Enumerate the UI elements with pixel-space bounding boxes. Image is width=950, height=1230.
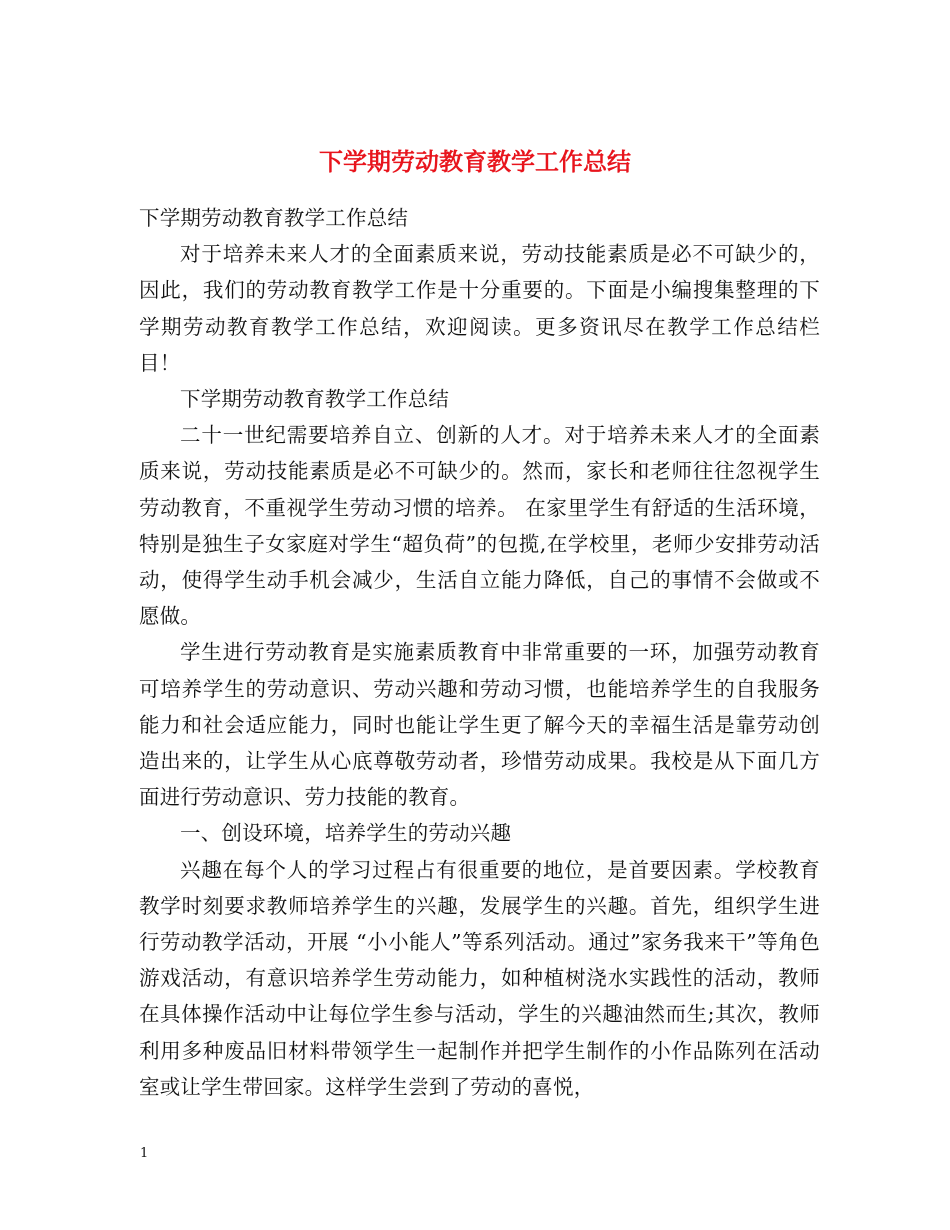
paragraph-importance: 学生进行劳动教育是实施素质教育中非常重要的一环，加强劳动教育可培养学生的劳动意识、劳动兴趣和劳动习惯，也能培养学生的自我服务能力和社会适应能力，同时也能让学生更了解今天的幸福生活是靠劳动创造出来的，让学生从心底尊敬劳动者，珍惜劳动成果。我校是从下面几方面进行劳动意识、劳力技能的教育。 bbox=[139, 640, 820, 810]
paragraph-interest: 兴趣在每个人的学习过程占有很重要的地位，是首要因素。学校教育教学时刻要求教师培养学生的兴趣，发展学生的兴趣。首先，组织学生进行劳动教学活动，开展 “小小能人”等系列活动。通过”家务我来干”等角色游戏活动，有意识培养学生劳动能力，如种植树浇水实践性的活动，教师在具体操作活动中让每位学生参与活动，学生的兴趣油然而生;其次，教师利用多种废品旧材料带领学生一起制作并把学生制作的小作品陈列在活动室或让学生带回家。这样学生尝到了劳动的喜悦， bbox=[139, 857, 820, 1099]
paragraph-heading: 下学期劳动教育教学工作总结 bbox=[139, 206, 409, 230]
document-title: 下学期劳动教育教学工作总结 bbox=[319, 148, 631, 177]
paragraph-background: 二十一世纪需要培养自立、创新的人才。对于培养未来人才的全面素质来说，劳动技能素质是必不可缺少的。然而，家长和老师往往忽视学生劳动教育，不重视学生劳动习惯的培养。 在家里学生有舒适的生活环境，特别是独生子女家庭对学生“超负荷”的包揽,在学校里，老师少安排劳动活动，使得学生动手机会减少，生活自立能力降低，自己的事情不会做或不愿做。 bbox=[139, 423, 820, 629]
section-heading-1: 一、创设环境，培养学生的劳动兴趣 bbox=[180, 821, 512, 846]
paragraph-subtitle: 下学期劳动教育教学工作总结 bbox=[180, 387, 450, 412]
paragraph-intro: 对于培养未来人才的全面素质来说，劳动技能素质是必不可缺少的，因此，我们的劳动教育教学工作是十分重要的。下面是小编搜集整理的下学期劳动教育教学工作总结，欢迎阅读。更多资讯尽在教学工作总结栏目！ bbox=[139, 242, 820, 375]
page-number: 1 bbox=[140, 1146, 149, 1161]
document-body bbox=[139, 200, 820, 1105]
